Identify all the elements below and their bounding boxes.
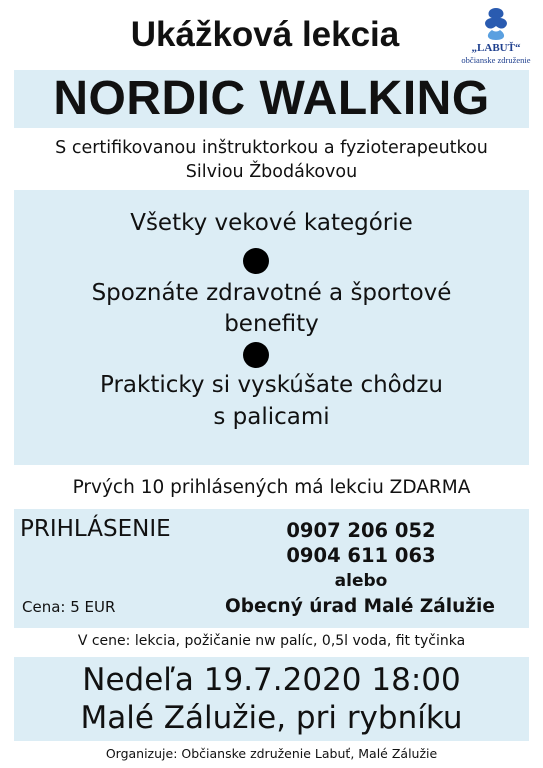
organizer-note: Organizuje: Občianske združenie Labuť, Malé Zálužie (105, 746, 438, 761)
event-date: Nedeľa 19.7.2020 18:00 (82, 662, 461, 698)
registration-office: Obecný úrad Malé Zálužie (225, 596, 495, 617)
feature-3-line-2: s palicami (213, 404, 330, 430)
logo-name: „LABUŤ“ (471, 42, 521, 54)
registration-label: PRIHLÁSENIE (20, 516, 171, 542)
feature-1: Všetky vekové kategórie (130, 210, 413, 236)
event-place: Malé Zálužie, pri rybníku (80, 700, 463, 736)
bullet-dot-icon (243, 248, 269, 274)
feature-3-line-1: Prakticky si vyskúšate chôdzu (100, 372, 443, 398)
price-includes: V cene: lekcia, požičanie nw palíc, 0,5l voda, fit tyčinka (77, 633, 466, 649)
headline: Ukážková lekcia (130, 15, 400, 54)
feature-2-line-2: benefity (224, 311, 319, 337)
price-label: Cena: 5 EUR (22, 598, 116, 616)
subtitle-line-1: S certifikovanou inštruktorkou a fyzioterapeutkou (55, 138, 488, 158)
phone-number-1: 0907 206 052 (286, 519, 436, 542)
phone-number-2: 0904 611 063 (286, 544, 436, 567)
feature-2-line-1: Spoznáte zdravotné a športové (91, 280, 452, 306)
free-offer: Prvých 10 prihlásených má lekciu ZDARMA (72, 477, 471, 498)
logo-subtitle: občianske združenie (461, 55, 531, 65)
bullet-dot-icon (243, 342, 269, 368)
page-title: NORDIC WALKING (53, 72, 490, 125)
subtitle-line-2: Silviou Žbodákovou (185, 162, 358, 182)
or-label: alebo (334, 571, 388, 591)
